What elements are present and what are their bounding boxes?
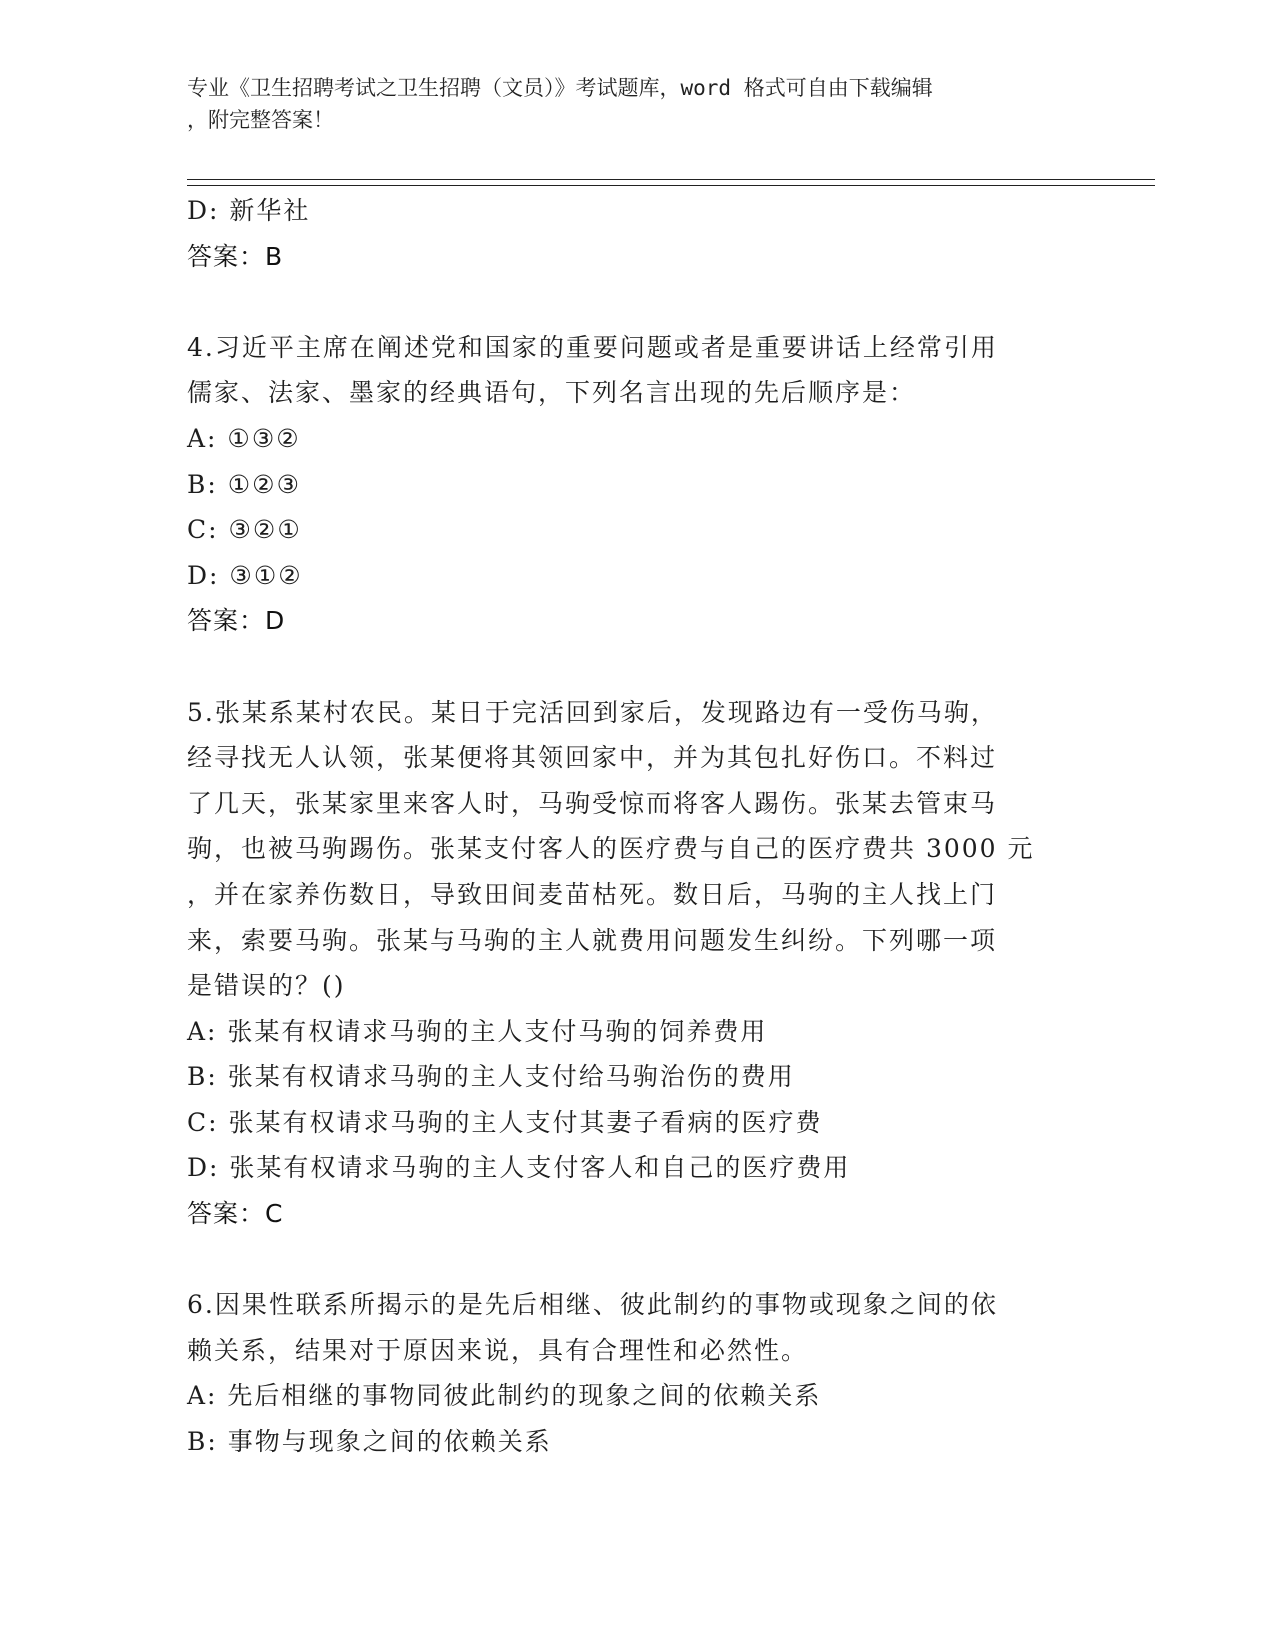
option-b: B: 事物与现象之间的依赖关系 [187, 1427, 552, 1457]
question-content [187, 188, 1077, 1465]
question-text-line: 赖关系，结果对于原因来说，具有合理性和必然性。 [187, 1335, 809, 1365]
prev-question [187, 188, 1077, 279]
option-c: C: 张某有权请求马驹的主人支付其妻子看病的医疗费 [187, 1107, 823, 1137]
spacer [187, 644, 1077, 690]
option-b: B: ①②③ [187, 469, 301, 499]
question-text-line: 经寻找无人认领，张某便将其领回家中，并为其包扎好伤口。不料过 [187, 743, 998, 773]
question-text-line: 来，索要马驹。张某与马驹的主人就费用问题发生纠纷。下列哪一项 [187, 925, 998, 955]
question-6 [187, 1282, 1077, 1464]
option-a: A: 张某有权请求马驹的主人支付马驹的饲养费用 [187, 1016, 768, 1046]
document-header [187, 72, 1077, 136]
question-text-line: 4.习近平主席在阐述党和国家的重要问题或者是重要讲话上经常引用 [187, 332, 998, 362]
answer-line: 答案：D [187, 606, 286, 636]
question-text-line: 儒家、法家、墨家的经典语句，下列名言出现的先后顺序是： [187, 378, 917, 408]
question-text-line: 驹，也被马驹踢伤。张某支付客人的医疗费与自己的医疗费共 3000 元 [187, 834, 1035, 864]
spacer [187, 1237, 1077, 1283]
option-d: D: 新华社 [187, 196, 311, 225]
option-a: A: ①③② [187, 423, 301, 453]
answer-line: 答案：C [187, 1199, 284, 1229]
question-text-line: 5.张某系某村农民。某日于完活回到家后，发现路边有一受伤马驹， [187, 697, 998, 727]
option-d: D: ③①② [187, 560, 303, 590]
question-text-line: 是错误的？() [187, 971, 346, 1001]
question-5 [187, 690, 1077, 1237]
option-b: B: 张某有权请求马驹的主人支付给马驹治伤的费用 [187, 1062, 795, 1092]
spacer [187, 279, 1077, 325]
question-text-line: 了几天，张某家里来客人时，马驹受惊而将客人踢伤。张某去管束马 [187, 788, 998, 818]
question-text-line: 6.因果性联系所揭示的是先后相继、彼此制约的事物或现象之间的依 [187, 1290, 998, 1320]
option-c: C: ③②① [187, 515, 302, 545]
header-double-rule [187, 179, 1155, 186]
header-title-line-2: ，附完整答案！ [187, 108, 334, 132]
header-title-line-1: 专业《卫生招聘考试之卫生招聘（文员）》考试题库，word 格式可自由下载编辑 [187, 76, 933, 100]
answer-line: 答案：B [187, 241, 284, 271]
option-d: D: 张某有权请求马驹的主人支付客人和自己的医疗费用 [187, 1153, 851, 1183]
question-text-line: ，并在家养伤数日，导致田间麦苗枯死。数日后，马驹的主人找上门 [187, 879, 998, 909]
option-a: A: 先后相继的事物同彼此制约的现象之间的依赖关系 [187, 1381, 822, 1411]
question-4 [187, 325, 1077, 644]
